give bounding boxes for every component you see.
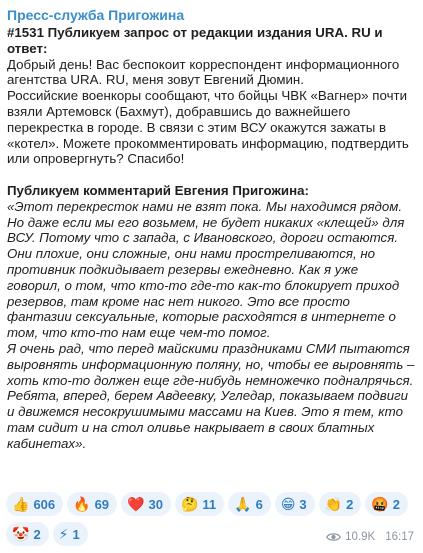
reaction-fire[interactable] [67, 492, 117, 516]
channel-name[interactable]: Пресс-служба Пригожина [7, 7, 185, 23]
reaction-thumbs-up[interactable] [6, 492, 63, 516]
paragraph-spacer [7, 167, 415, 183]
comment-paragraph: «Этот перекресток нами не взят пока. Мы находимся рядом. Но даже если мы его возьмем, не будет никаких «клещей» для ВСУ. Потому что с запада, с Ивановского, дороги остаются. Они плохие, они сложные, они нами простреливаются, но противник подкидывает резервы ежедневно. Как я уже говорил, о том, что кто-то где-то как-то блокирует приход резервов, там кроме нас нет никого. Это все просто фантазии сексуальные, которые расходятся в интернете о том, что кто-то нам еще чем-то помог. [7, 198, 405, 341]
lightning-icon: ⚡ [58, 526, 69, 542]
grin-icon: 😁 [280, 496, 296, 512]
request-paragraph: Российские военкоры сообщают, что бойцы ЧВК «Вагнер» почти взяли Артемовск (Бахмут), добравшись до важнейшего перекрестка в городе. В связи с этим ВСУ окажутся зажаты в «котел». Можете прокомментировать информацию, подтвердить или опровергнуть? Спасибо! [7, 88, 409, 167]
heart-icon: ❤️ [127, 496, 145, 512]
eye-icon [326, 532, 341, 542]
post-time: 16:17 [385, 531, 414, 543]
reaction-count: 3 [299, 496, 307, 512]
reaction-angry[interactable] [365, 492, 408, 516]
request-paragraph: Добрый день! Вас беспокоит корреспондент информационного агентства URA. RU, меня зовут Евгений Дюмин. [7, 56, 400, 88]
angry-face-icon: 🤬 [371, 496, 389, 512]
reaction-clown[interactable] [6, 522, 49, 546]
reaction-count: 2 [392, 496, 400, 512]
clap-icon: 👏 [324, 496, 343, 512]
reaction-count: 11 [202, 496, 217, 512]
comment-heading: Публикуем комментарий Евгения Пригожина: [7, 182, 309, 198]
reaction-count: 2 [346, 496, 354, 512]
reaction-count: 2 [33, 526, 41, 542]
reaction-pray[interactable] [228, 492, 271, 516]
post-headline: #1531 Публикуем запрос от редакции издания URA. RU и ответ: [7, 25, 383, 56]
reaction-count: 30 [148, 496, 163, 512]
comment-paragraph: Я очень рад, что перед майскими праздниками СМИ пытаются выровнять информационную поляну, но, чтобы ее выровнять – хоть кто-то должен еще где-нибудь немножечко подналрячься. Ребята, вперед, берем Авдеевку, Угледар, показываем подвиги и движемся несокрушимыми массами на Киев. Это я тем, кто там сидит и на стол оливье накрывает в своих блатных кабинетах». [7, 340, 415, 451]
reaction-heart[interactable] [121, 492, 171, 516]
reaction-count: 606 [33, 496, 56, 512]
pray-icon: 🙏 [234, 496, 252, 512]
reaction-thinking[interactable] [175, 492, 224, 516]
reaction-clap[interactable] [319, 492, 362, 516]
post-body [7, 25, 415, 452]
reaction-count: 1 [72, 526, 80, 542]
reaction-count: 69 [94, 496, 110, 512]
thumbs-up-icon: 👍 [12, 496, 30, 512]
clown-icon: 🤡 [12, 526, 30, 542]
post-meta [326, 531, 414, 543]
view-count: 10.9K [345, 531, 376, 543]
fire-icon: 🔥 [73, 496, 91, 512]
thinking-face-icon: 🤔 [180, 496, 199, 512]
reaction-grin[interactable] [275, 492, 315, 516]
reaction-lightning[interactable] [53, 522, 88, 546]
reaction-count: 6 [255, 496, 263, 512]
